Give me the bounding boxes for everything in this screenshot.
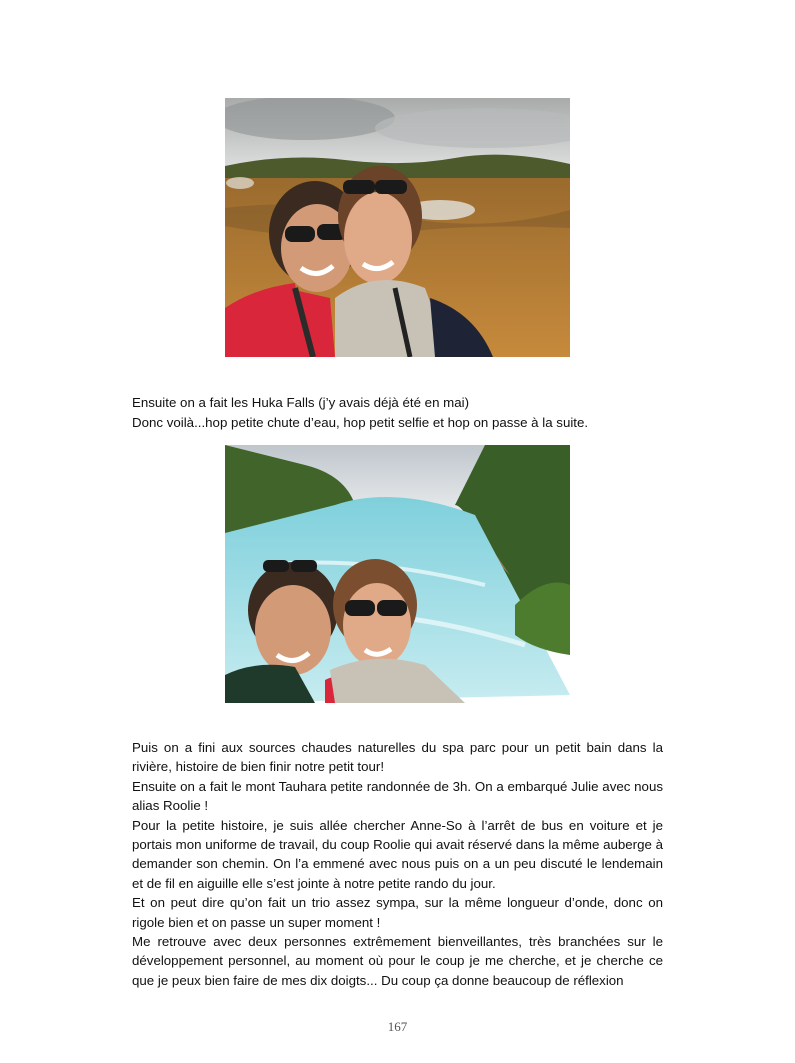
paragraph: Pour la petite histoire, je suis allée chercher Anne-So à l’arrêt de bus en voiture et je portais mon uniforme de travail, du coup Roolie qui avait réservé dans la même auberge à demander son chemin. On l’a emmené avec nous puis on a un peu discuté le lendemain et de fil en aiguille elle s’est jointe à notre petite rando du jour. [132,817,663,891]
selfie-photo-huka-falls [225,445,570,703]
page-number: 167 [387,1019,408,1034]
body-text [132,738,663,990]
paragraph: Me retrouve avec deux personnes extrêmement bienveillantes, très branchées sur le développement personnel, au moment où pour le coup je me cherche, et je cherche ce que je peux bien faire de mes dix doigts... Du coup ça donne beaucoup de réflexion [132,934,663,988]
paragraph: Puis on a fini aux sources chaudes naturelles du spa parc pour un petit bain dans la rivière, histoire de bien finir notre petit tour! [132,740,663,775]
photo-caption [132,393,672,432]
caption-line: Donc voilà...hop petite chute d’eau, hop petit selfie et hop on passe à la suite. [132,414,589,430]
caption-line: Ensuite on a fait les Huka Falls (j’y avais déjà été en mai) [132,395,470,410]
selfie-photo-thermal-field [225,98,570,357]
paragraph: Et on peut dire qu’on fait un trio assez sympa, sur la même longueur d’onde, donc on rigole bien et on passe un super moment ! [132,895,663,930]
paragraph: Ensuite on a fait le mont Tauhara petite randonnée de 3h. On a embarqué Julie avec nous alias Roolie ! [132,778,663,814]
